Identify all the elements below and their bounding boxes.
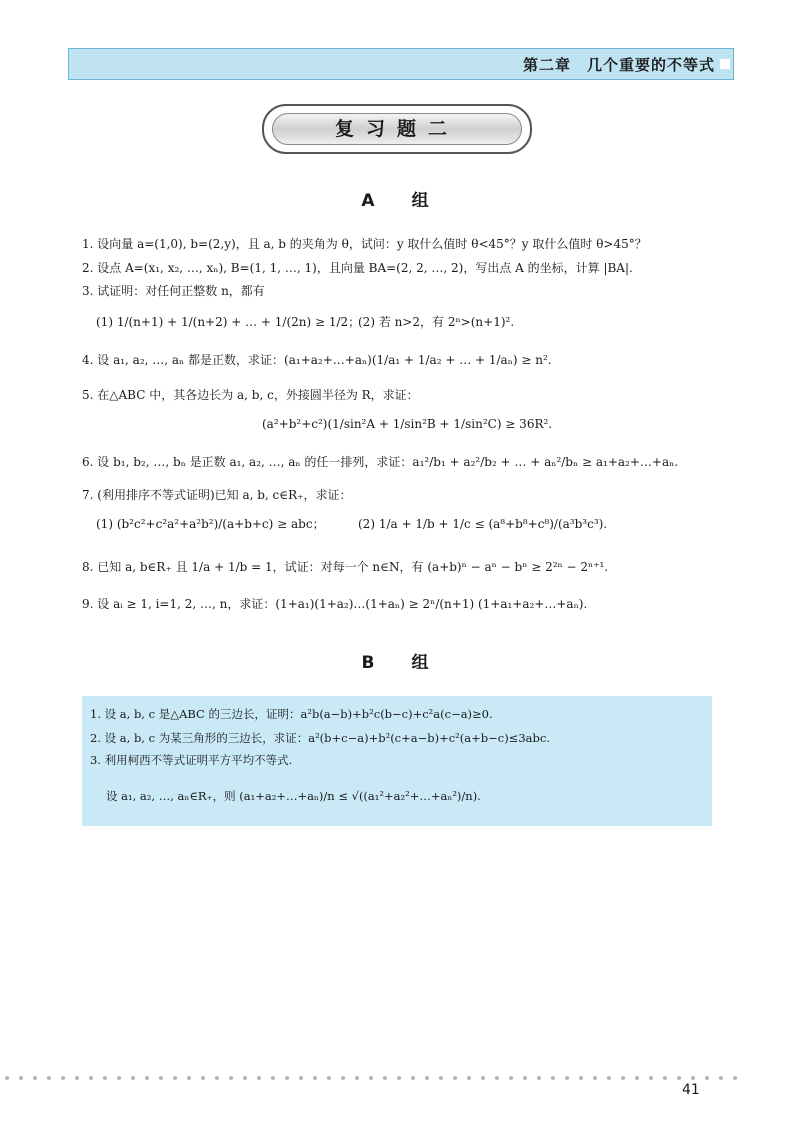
problem-a2: 2. 设点 A=(x₁, x₂, …, xₙ), B=(1, 1, …, 1)，且向量 BA=(2, 2, …, 2)，写出点 A 的坐标，计算 |BA|. [82, 261, 633, 275]
group-b-box [82, 696, 712, 826]
problem-a3-part1: (1) 1/(n+1) + 1/(n+2) + … + 1/(2n) ≥ 1/2； [96, 315, 361, 329]
group-a-heading: A 组 [361, 191, 439, 211]
group-b-heading: B 组 [361, 653, 439, 673]
problem-a8: 8. 已知 a, b∈R₊ 且 1/a + 1/b = 1，试证：对每一个 n∈N，有 (a+b)ⁿ − aⁿ − bⁿ ≥ 2²ⁿ − 2ⁿ⁺¹. [82, 560, 609, 574]
problem-a3: 3. 试证明：对任何正整数 n，都有 [82, 284, 265, 298]
problem-a3-part2: (2) 若 n>2，有 2ⁿ>(n+1)². [358, 315, 515, 329]
problem-b1: 1. 设 a, b, c 是△ABC 的三边长，证明：a²b(a−b)+b²c(b−c)+c²a(c−a)≥0. [90, 707, 493, 721]
footer-dotted-rule [0, 1074, 740, 1082]
problem-b3: 3. 利用柯西不等式证明平方平均不等式. [90, 753, 293, 767]
problem-b2: 2. 设 a, b, c 为某三角形的三边长，求证：a²(b+c−a)+b²(c+a−b)+c²(a+b−c)≤3abc. [90, 731, 550, 745]
problem-a6: 6. 设 b₁, b₂, …, bₙ 是正数 a₁, a₂, …, aₙ 的任一排列，求证：a₁²/b₁ + a₂²/b₂ + … + aₙ²/bₙ ≥ a₁+a₂+…+aₙ. [82, 455, 679, 469]
chapter-header-bar [68, 48, 734, 80]
review-title-text: 复习题二 [272, 113, 522, 145]
problem-a9: 9. 设 aᵢ ≥ 1, i=1, 2, …, n，求证：(1+a₁)(1+a₂)…(1+aₙ) ≥ 2ⁿ/(n+1) (1+a₁+a₂+…+aₙ). [82, 597, 588, 611]
problem-a7-part2: (2) 1/a + 1/b + 1/c ≤ (a⁸+b⁸+c⁸)/(a³b³c³). [358, 517, 608, 531]
problem-a5: 5. 在△ABC 中，其各边长为 a, b, c，外接圆半径为 R，求证： [82, 388, 419, 402]
page-number: 41 [682, 1082, 700, 1098]
problem-a7: 7. (利用排序不等式证明)已知 a, b, c∈R₊，求证： [82, 488, 352, 502]
header-corner-mark [720, 59, 730, 69]
problem-a5-formula: (a²+b²+c²)(1/sin²A + 1/sin²B + 1/sin²C) ≥ 36R². [262, 417, 553, 431]
problem-a1: 1. 设向量 a=(1,0), b=(2,y)，且 a, b 的夹角为 θ，试问：y 取什么值时 θ<45°？y 取什么值时 θ>45°？ [82, 237, 647, 251]
problem-b3-formula: 设 a₁, a₂, …, aₙ∈R₊，则 (a₁+a₂+…+aₙ)/n ≤ √((a₁²+a₂²+…+aₙ²)/n). [106, 789, 481, 803]
review-title-badge [262, 104, 532, 154]
problem-a7-part1: (1) (b²c²+c²a²+a²b²)/(a+b+c) ≥ abc； [96, 517, 325, 531]
chapter-title: 第二章 几个重要的不等式 [522, 56, 715, 74]
problem-a4: 4. 设 a₁, a₂, …, aₙ 都是正数，求证：(a₁+a₂+…+aₙ)(1/a₁ + 1/a₂ + … + 1/aₙ) ≥ n². [82, 353, 552, 367]
